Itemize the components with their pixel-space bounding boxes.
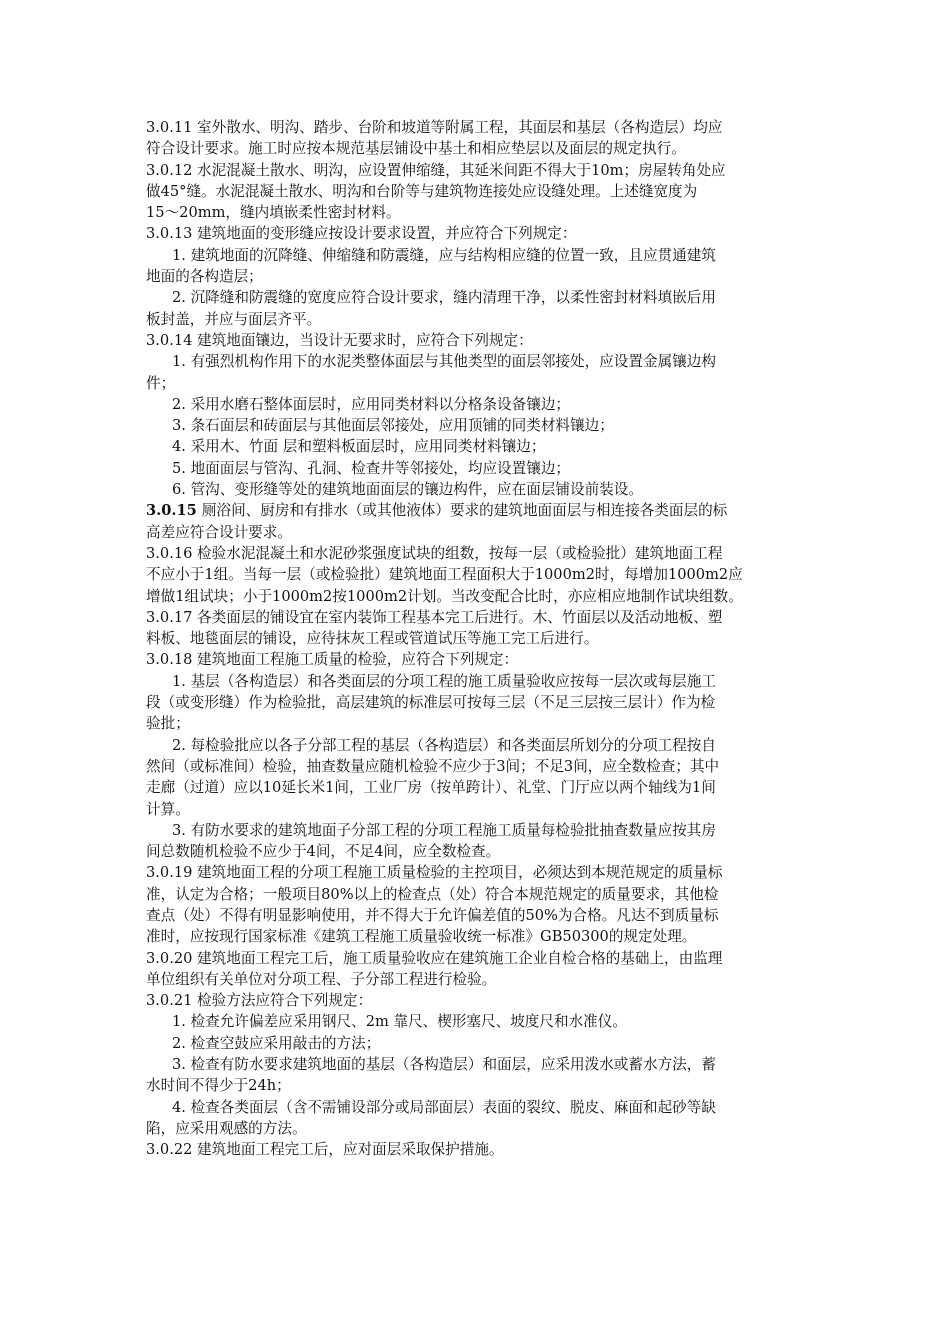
text-line [146,309,806,330]
line-text: 3. 检查有防水要求建筑地面的基层（各构造层）和面层，应采用泼水或蓄水方法，蓄 [172,1056,716,1074]
line-text: 5. 地面面层与管沟、孔洞、检查井等邻接处，均应设置镶边； [172,459,571,477]
text-line [146,458,806,479]
text-line [146,138,806,159]
line-text: 符合设计要求。施工时应按本规范基层铺设中基土和相应垫层以及面层的规定执行。 [146,140,686,158]
line-text: 不应小于1组。当每一层（或检验批）建筑地面工程面积大于1000m2时，每增加1000m2应 [146,566,743,584]
text-line [146,351,806,372]
document-body [146,117,806,1161]
line-text: 3.0.18 建筑地面工程施工质量的检验，应符合下列规定： [146,651,519,669]
line-text: 查点（处）不得有明显影响使用，并不得大于允许偏差值的50%为合格。凡达不到质量标 [146,906,719,924]
line-text: 3.0.21 检验方法应符合下列规定： [146,992,373,1010]
line-text: 3. 条石面层和砖面层与其他面层邻接处，应用顶铺的同类材料镶边； [172,417,614,435]
text-line [146,394,806,415]
line-text: 1. 有强烈机构作用下的水泥类整体面层与其他类型的面层邻接处，应设置金属镶边构 [172,353,716,371]
line-text: 板封盖，并应与面层齐平。 [146,310,322,328]
line-text: 1. 基层（各构造层）和各类面层的分项工程的施工质量验收应按每一层次或每层施工 [172,672,716,690]
line-text: 走廊（过道）应以10延长米1间，工业厂房（按单跨计）、礼堂、门厅应以两个轴线为1间 [146,779,716,797]
text-line [146,1033,806,1054]
line-text: 3.0.20 建筑地面工程完工后，施工质量验收应在建筑施工企业自检合格的基础上，由监理 [146,949,723,967]
text-line [146,586,806,607]
text-line [146,884,806,905]
text-line [146,628,806,649]
text-line [146,479,806,500]
line-text: 3.0.11 室外散水、明沟、踏步、台阶和坡道等附属工程，其面层和基层（各构造层）均应 [146,119,723,136]
text-line [146,500,806,521]
line-text: 3.0.22 建筑地面工程完工后，应对面层采取保护措施。 [146,1141,504,1159]
text-line [146,1118,806,1139]
text-line [146,735,806,756]
clause-number: 3.0.15 [146,502,202,520]
text-line [146,330,806,351]
line-text: 厕浴间、厨房和有排水（或其他液体）要求的建筑地面面层与相连接各类面层的标 [201,502,728,520]
text-line [146,948,806,969]
text-line [146,841,806,862]
line-text: 1. 建筑地面的沉降缝、伸缩缝和防震缝，应与结构相应缝的位置一致，且应贯通建筑 [172,246,716,264]
text-line [146,202,806,223]
line-text: 间总数随机检验不应少于4间，不足4间，应全数检查。 [146,843,501,861]
text-line [146,692,806,713]
line-text: 3.0.12 水泥混凝土散水、明沟，应设置伸缩缝，其延米间距不得大于10m；房屋转角处应 [146,161,726,179]
text-line [146,799,806,820]
line-text: 计算。 [146,800,190,818]
text-line [146,181,806,202]
line-text: 水时间不得少于24h； [146,1077,291,1095]
text-line [146,1139,806,1160]
text-line [146,287,806,308]
line-text: 1. 检查允许偏差应采用钢尺、2m 靠尺、楔形塞尺、坡度尺和水准仪。 [172,1013,627,1031]
line-text: 高差应符合设计要求。 [146,523,292,541]
line-text: 地面的各构造层； [146,268,263,286]
text-line [146,415,806,436]
text-line [146,905,806,926]
line-text: 3.0.14 建筑地面镶边，当设计无要求时，应符合下列规定： [146,331,533,349]
line-text: 2. 沉降缝和防震缝的宽度应符合设计要求，缝内清理干净，以柔性密封材料填嵌后用 [172,289,716,307]
text-line [146,713,806,734]
line-text: 3.0.13 建筑地面的变形缝应按设计要求设置，并应符合下列规定： [146,225,577,243]
text-line [146,990,806,1011]
text-line [146,245,806,266]
line-text: 陷，应采用观感的方法。 [146,1119,307,1137]
line-text: 15～20mm，缝内填嵌柔性密封材料。 [146,204,401,222]
text-line [146,1011,806,1032]
text-line [146,436,806,457]
text-line [146,926,806,947]
text-line [146,1054,806,1075]
text-line [146,543,806,564]
line-text: 2. 采用水磨石整体面层时，应用同类材料以分格条设备镶边； [172,395,571,413]
text-line [146,777,806,798]
line-text: 验批； [146,715,190,733]
line-text: 3. 有防水要求的建筑地面子分部工程的分项工程施工质量每检验批抽查数量应按其房 [172,821,716,839]
text-line [146,564,806,585]
line-text: 然间（或标准间）检验，抽查数量应随机检验不应少于3间；不足3间，应全数检查；其中 [146,757,720,775]
line-text: 准时，应按现行国家标准《建筑工程施工质量验收统一标准》GB50300的规定处理。 [146,928,697,946]
text-line [146,649,806,670]
text-line [146,671,806,692]
text-line [146,160,806,181]
text-line [146,607,806,628]
line-text: 增做1组试块；小于1000m2按1000m2计划。当改变配合比时，亦应相应地制作试块组数。 [146,587,743,605]
line-text: 3.0.19 建筑地面工程的分项工程施工质量检验的主控项目，必须达到本规范规定的质量标 [146,864,723,882]
text-line [146,373,806,394]
line-text: 4. 采用木、竹面 层和塑料板面层时，应用同类材料镶边； [172,438,546,456]
text-line [146,756,806,777]
line-text: 做45°缝。水泥混凝土散水、明沟和台阶等与建筑物连接处应设缝处理。上述缝宽度为 [146,182,698,200]
line-text: 单位组织有关单位对分项工程、子分部工程进行检验。 [146,970,497,988]
line-text: 2. 每检验批应以各子分部工程的基层（各构造层）和各类面层所划分的分项工程按自 [172,736,716,754]
line-text: 料板、地毯面层的铺设，应待抹灰工程或管道试压等施工完工后进行。 [146,630,599,648]
text-line [146,969,806,990]
text-line [146,266,806,287]
line-text: 3.0.17 各类面层的铺设宜在室内装饰工程基本完工后进行。木、竹面层以及活动地板、塑 [146,608,723,626]
text-line [146,1097,806,1118]
text-line [146,522,806,543]
text-line [146,862,806,883]
text-line [146,1075,806,1096]
line-text: 3.0.16 检验水泥混凝土和水泥砂浆强度试块的组数，按每一层（或检验批）建筑地面工程 [146,544,723,562]
text-line [146,223,806,244]
text-line [146,820,806,841]
line-text: 件； [146,374,176,392]
line-text: 2. 检查空鼓应采用敲击的方法； [172,1034,381,1052]
line-text: 6. 管沟、变形缝等处的建筑地面面层的镶边构件，应在面层铺设前装设。 [172,481,643,499]
line-text: 准，认定为合格；一般项目80%以上的检查点（处）符合本规范规定的质量要求，其他检 [146,885,719,903]
line-text: 4. 检查各类面层（含不需铺设部分或局部面层）表面的裂纹、脱皮、麻面和起砂等缺 [172,1098,716,1116]
text-line [146,117,806,138]
line-text: 段（或变形缝）作为检验批，高层建筑的标准层可按每三层（不足三层按三层计）作为检 [146,694,716,712]
